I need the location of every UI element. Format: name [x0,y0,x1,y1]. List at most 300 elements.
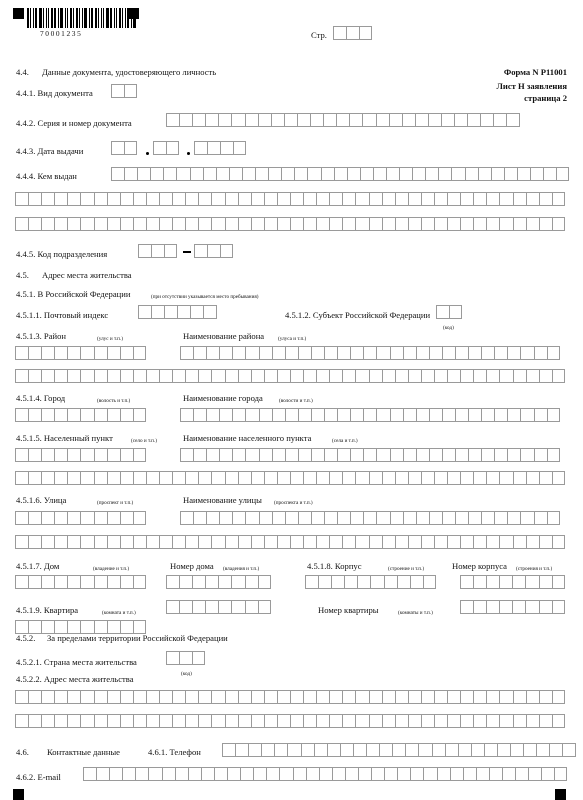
input-cell[interactable] [494,408,507,422]
input-cell[interactable] [390,346,403,360]
input-cell[interactable] [225,535,238,549]
input-cell[interactable] [251,217,264,231]
input-cell[interactable] [425,167,438,181]
input-cell[interactable] [460,192,473,206]
input-cell[interactable] [28,511,41,525]
input-cell[interactable] [15,620,28,634]
input-cell[interactable] [107,192,120,206]
input-cell[interactable] [486,714,499,728]
input-cell[interactable] [486,192,499,206]
input-cell[interactable] [190,167,203,181]
input-cell[interactable] [172,714,185,728]
input-cell[interactable] [294,167,307,181]
input-cell[interactable] [342,690,355,704]
input-cell[interactable] [324,408,337,422]
input-cell[interactable] [28,448,41,462]
input-cell[interactable] [120,575,133,589]
input-cell[interactable] [390,408,403,422]
input-cell[interactable] [376,511,389,525]
input-cell[interactable] [146,471,159,485]
input-cell[interactable] [552,471,565,485]
input-cell[interactable] [513,714,526,728]
input-cell[interactable] [303,217,316,231]
input-cell[interactable] [245,511,258,525]
input-cell[interactable] [94,192,107,206]
input-cell[interactable] [258,575,271,589]
input-cell[interactable] [421,192,434,206]
input-cell[interactable] [238,471,251,485]
input-cell[interactable] [342,217,355,231]
input-cell[interactable] [120,217,133,231]
input-cell[interactable] [211,690,224,704]
input-cell[interactable] [28,535,41,549]
input-cell[interactable] [166,575,179,589]
input-cell[interactable] [258,600,271,614]
input-cell[interactable] [395,535,408,549]
input-cell[interactable] [369,471,382,485]
input-cell[interactable] [94,714,107,728]
input-cell[interactable] [67,448,80,462]
input-cell[interactable] [277,192,290,206]
input-cell[interactable] [285,448,298,462]
input-cell[interactable] [54,511,67,525]
input-cell[interactable] [251,535,264,549]
input-cell[interactable] [447,192,460,206]
input-cell[interactable] [80,511,93,525]
input-cell[interactable] [120,620,133,634]
input-cell[interactable] [314,743,327,757]
issued-by-cells-row1[interactable] [111,167,569,181]
input-cell[interactable] [54,714,67,728]
input-cell[interactable] [499,575,512,589]
input-cell[interactable] [264,471,277,485]
input-cell[interactable] [255,167,268,181]
house-number-cells[interactable] [166,575,271,589]
input-cell[interactable] [423,575,436,589]
input-cell[interactable] [507,346,520,360]
input-cell[interactable] [264,217,277,231]
input-cell[interactable] [491,167,504,181]
input-cell[interactable] [481,346,494,360]
input-cell[interactable] [179,575,192,589]
input-cell[interactable] [290,217,303,231]
input-cell[interactable] [272,408,285,422]
city-type-cells[interactable] [15,408,146,422]
input-cell[interactable] [94,511,107,525]
input-cell[interactable] [541,767,554,781]
input-cell[interactable] [54,448,67,462]
input-cell[interactable] [305,575,318,589]
input-cell[interactable] [107,448,120,462]
input-cell[interactable] [342,714,355,728]
input-cell[interactable] [355,690,368,704]
input-cell[interactable] [175,767,188,781]
street-name-cells-row1[interactable] [180,511,560,525]
input-cell[interactable] [480,113,493,127]
input-cell[interactable] [324,511,337,525]
input-cell[interactable] [390,448,403,462]
input-cell[interactable] [506,113,519,127]
input-cell[interactable] [432,743,445,757]
input-cell[interactable] [133,346,146,360]
input-cell[interactable] [355,369,368,383]
input-cell[interactable] [473,471,486,485]
input-cell[interactable] [111,84,124,98]
input-cell[interactable] [198,369,211,383]
input-cell[interactable] [238,369,251,383]
input-cell[interactable] [552,575,565,589]
input-cell[interactable] [355,471,368,485]
input-cell[interactable] [442,346,455,360]
input-cell[interactable] [94,369,107,383]
input-cell[interactable] [405,743,418,757]
input-cell[interactable] [434,535,447,549]
input-cell[interactable] [94,346,107,360]
input-cell[interactable] [369,217,382,231]
region-code-cells[interactable] [436,305,462,319]
input-cell[interactable] [473,369,486,383]
input-cell[interactable] [298,511,311,525]
input-cell[interactable] [447,471,460,485]
input-cell[interactable] [345,767,358,781]
input-cell[interactable] [238,217,251,231]
input-cell[interactable] [552,690,565,704]
input-cell[interactable] [180,408,193,422]
input-cell[interactable] [164,305,177,319]
input-cell[interactable] [486,690,499,704]
input-cell[interactable] [211,714,224,728]
input-cell[interactable] [120,471,133,485]
input-cell[interactable] [251,471,264,485]
input-cell[interactable] [369,192,382,206]
input-cell[interactable] [526,535,539,549]
input-cell[interactable] [218,575,231,589]
input-cell[interactable] [390,511,403,525]
district-name-cells-row1[interactable] [180,346,560,360]
input-cell[interactable] [201,767,214,781]
input-cell[interactable] [382,217,395,231]
input-cell[interactable] [395,690,408,704]
input-cell[interactable] [251,369,264,383]
input-cell[interactable] [460,369,473,383]
input-cell[interactable] [311,346,324,360]
input-cell[interactable] [151,244,164,258]
input-cell[interactable] [231,600,244,614]
input-cell[interactable] [225,714,238,728]
input-cell[interactable] [539,714,552,728]
input-cell[interactable] [222,743,235,757]
street-name-cells-row2[interactable] [15,535,565,549]
input-cell[interactable] [416,346,429,360]
input-cell[interactable] [350,408,363,422]
building-number-cells[interactable] [460,575,565,589]
input-cell[interactable] [211,535,224,549]
input-cell[interactable] [460,600,473,614]
input-cell[interactable] [408,192,421,206]
input-cell[interactable] [162,767,175,781]
input-cell[interactable] [94,575,107,589]
input-cell[interactable] [41,535,54,549]
input-cell[interactable] [176,167,189,181]
input-cell[interactable] [159,690,172,704]
input-cell[interactable] [54,192,67,206]
input-cell[interactable] [349,113,362,127]
input-cell[interactable] [399,167,412,181]
input-cell[interactable] [408,690,421,704]
input-cell[interactable] [357,575,370,589]
input-cell[interactable] [513,369,526,383]
input-cell[interactable] [124,167,137,181]
input-cell[interactable] [94,448,107,462]
input-cell[interactable] [423,767,436,781]
input-cell[interactable] [133,369,146,383]
input-cell[interactable] [512,575,525,589]
input-cell[interactable] [327,743,340,757]
input-cell[interactable] [80,448,93,462]
input-cell[interactable] [408,535,421,549]
input-cell[interactable] [455,346,468,360]
input-cell[interactable] [211,217,224,231]
input-cell[interactable] [198,535,211,549]
input-cell[interactable] [460,535,473,549]
input-cell[interactable] [203,305,216,319]
input-cell[interactable] [80,192,93,206]
input-cell[interactable] [360,167,373,181]
input-cell[interactable] [534,511,547,525]
input-cell[interactable] [311,511,324,525]
input-cell[interactable] [192,600,205,614]
input-cell[interactable] [238,192,251,206]
input-cell[interactable] [429,448,442,462]
input-cell[interactable] [146,714,159,728]
input-cell[interactable] [499,217,512,231]
input-cell[interactable] [218,113,231,127]
input-cell[interactable] [467,113,480,127]
input-cell[interactable] [473,535,486,549]
input-cell[interactable] [80,217,93,231]
input-cell[interactable] [386,167,399,181]
input-cell[interactable] [133,217,146,231]
input-cell[interactable] [290,535,303,549]
input-cell[interactable] [41,448,54,462]
input-cell[interactable] [321,167,334,181]
input-cell[interactable] [67,192,80,206]
input-cell[interactable] [298,408,311,422]
subdivision-code-cells-1[interactable] [138,244,177,258]
input-cell[interactable] [447,369,460,383]
input-cell[interactable] [473,575,486,589]
input-cell[interactable] [238,535,251,549]
input-cell[interactable] [67,511,80,525]
input-cell[interactable] [497,743,510,757]
input-cell[interactable] [389,113,402,127]
page-number-cells[interactable] [333,26,372,40]
input-cell[interactable] [429,408,442,422]
input-cell[interactable] [442,408,455,422]
input-cell[interactable] [219,511,232,525]
input-cell[interactable] [319,767,332,781]
input-cell[interactable] [473,217,486,231]
input-cell[interactable] [307,167,320,181]
street-type-cells[interactable] [15,511,146,525]
input-cell[interactable] [41,575,54,589]
input-cell[interactable] [507,511,520,525]
input-cell[interactable] [54,620,67,634]
input-cell[interactable] [539,690,552,704]
input-cell[interactable] [460,690,473,704]
input-cell[interactable] [120,714,133,728]
input-cell[interactable] [513,535,526,549]
input-cell[interactable] [15,217,28,231]
input-cell[interactable] [468,408,481,422]
input-cell[interactable] [261,743,274,757]
input-cell[interactable] [526,369,539,383]
input-cell[interactable] [198,192,211,206]
input-cell[interactable] [15,369,28,383]
input-cell[interactable] [185,369,198,383]
input-cell[interactable] [520,346,533,360]
input-cell[interactable] [481,511,494,525]
input-cell[interactable] [306,767,319,781]
input-cell[interactable] [277,535,290,549]
input-cell[interactable] [193,346,206,360]
input-cell[interactable] [499,714,512,728]
input-cell[interactable] [120,448,133,462]
input-cell[interactable] [214,767,227,781]
city-name-cells[interactable] [180,408,560,422]
input-cell[interactable] [499,600,512,614]
input-cell[interactable] [363,448,376,462]
input-cell[interactable] [67,346,80,360]
input-cell[interactable] [303,369,316,383]
input-cell[interactable] [447,690,460,704]
input-cell[interactable] [80,471,93,485]
input-cell[interactable] [172,217,185,231]
input-cell[interactable] [245,113,258,127]
input-cell[interactable] [441,113,454,127]
input-cell[interactable] [316,369,329,383]
input-cell[interactable] [316,192,329,206]
input-cell[interactable] [207,244,220,258]
input-cell[interactable] [376,448,389,462]
input-cell[interactable] [259,511,272,525]
input-cell[interactable] [238,690,251,704]
input-cell[interactable] [211,471,224,485]
house-type-cells[interactable] [15,575,146,589]
input-cell[interactable] [342,471,355,485]
input-cell[interactable] [549,743,562,757]
input-cell[interactable] [54,346,67,360]
input-cell[interactable] [185,535,198,549]
input-cell[interactable] [370,575,383,589]
input-cell[interactable] [382,535,395,549]
input-cell[interactable] [107,714,120,728]
input-cell[interactable] [272,448,285,462]
input-cell[interactable] [369,535,382,549]
input-cell[interactable] [107,620,120,634]
input-cell[interactable] [410,767,423,781]
input-cell[interactable] [232,448,245,462]
input-cell[interactable] [185,690,198,704]
input-cell[interactable] [395,471,408,485]
input-cell[interactable] [146,217,159,231]
input-cell[interactable] [520,511,533,525]
input-cell[interactable] [536,743,549,757]
input-cell[interactable] [54,217,67,231]
input-cell[interactable] [272,511,285,525]
input-cell[interactable] [225,471,238,485]
input-cell[interactable] [434,192,447,206]
input-cell[interactable] [28,471,41,485]
input-cell[interactable] [329,369,342,383]
input-cell[interactable] [15,448,28,462]
input-cell[interactable] [421,369,434,383]
input-cell[interactable] [198,217,211,231]
input-cell[interactable] [67,535,80,549]
input-cell[interactable] [363,346,376,360]
input-cell[interactable] [54,575,67,589]
input-cell[interactable] [277,690,290,704]
input-cell[interactable] [287,743,300,757]
input-cell[interactable] [253,767,266,781]
input-cell[interactable] [185,192,198,206]
input-cell[interactable] [159,535,172,549]
input-cell[interactable] [489,767,502,781]
input-cell[interactable] [190,305,203,319]
input-cell[interactable] [264,714,277,728]
input-cell[interactable] [329,192,342,206]
input-cell[interactable] [547,408,560,422]
input-cell[interactable] [15,690,28,704]
input-cell[interactable] [94,535,107,549]
input-cell[interactable] [80,408,93,422]
input-cell[interactable] [468,511,481,525]
input-cell[interactable] [547,511,560,525]
input-cell[interactable] [449,305,462,319]
input-cell[interactable] [290,471,303,485]
input-cell[interactable] [355,192,368,206]
input-cell[interactable] [366,743,379,757]
input-cell[interactable] [539,535,552,549]
input-cell[interactable] [205,600,218,614]
input-cell[interactable] [277,369,290,383]
input-cell[interactable] [216,167,229,181]
input-cell[interactable] [67,714,80,728]
input-cell[interactable] [552,217,565,231]
input-cell[interactable] [67,408,80,422]
input-cell[interactable] [207,141,220,155]
input-cell[interactable] [28,346,41,360]
input-cell[interactable] [526,217,539,231]
input-cell[interactable] [334,167,347,181]
input-cell[interactable] [67,690,80,704]
settlement-name-cells-row2[interactable] [15,471,565,485]
input-cell[interactable] [232,408,245,422]
input-cell[interactable] [166,141,179,155]
input-cell[interactable] [159,471,172,485]
input-cell[interactable] [499,471,512,485]
input-cell[interactable] [259,346,272,360]
input-cell[interactable] [316,217,329,231]
input-cell[interactable] [80,575,93,589]
input-cell[interactable] [526,192,539,206]
input-cell[interactable] [251,192,264,206]
input-cell[interactable] [429,511,442,525]
input-cell[interactable] [525,575,538,589]
settlement-name-cells-row1[interactable] [180,448,560,462]
input-cell[interactable] [337,511,350,525]
input-cell[interactable] [410,575,423,589]
